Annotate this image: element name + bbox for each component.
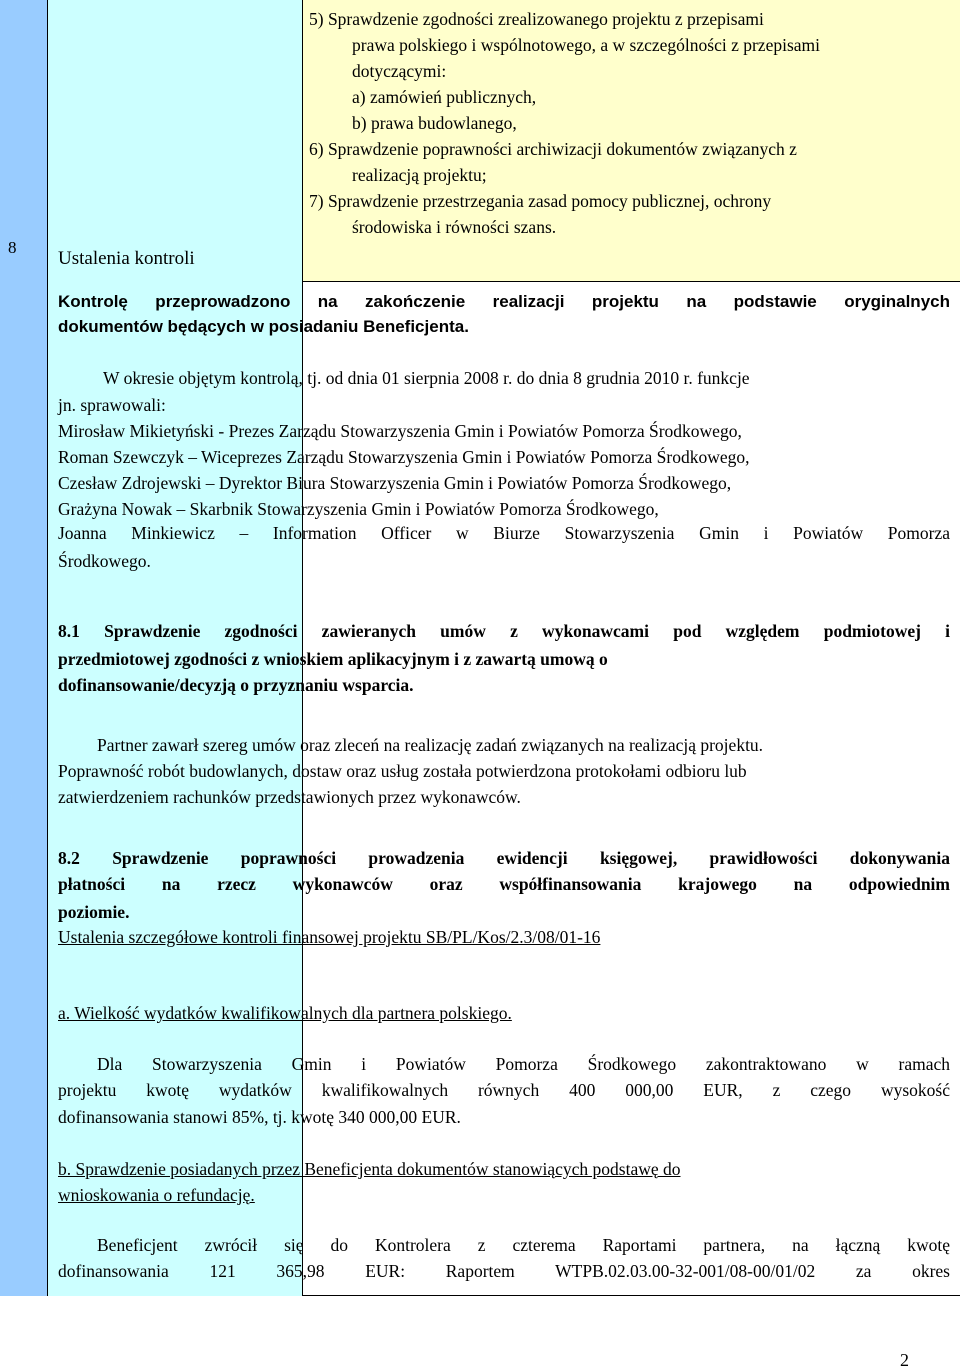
body-line: dofinansowania stanowi 85%, tj. kwotę 340 000,00 EUR. [58,1107,461,1127]
list-item: b) prawa budowlanego, [352,113,517,133]
page-number: 2 [900,1350,909,1370]
body-line: Beneficjent zwrócił się do Kontrolera z czterema Raportami partnera, na łączną kwotę [97,1235,950,1255]
list-item: dotyczącymi: [352,61,447,81]
body-line: Partner zawarł szereg umów oraz zleceń na realizację zadań związanych na realizacją projektu. [97,735,764,755]
person-entry: Czesław Zdrojewski – Dyrektor Biura Stowarzyszenia Gmin i Powiatów Pomorza Środkowego, [58,473,732,493]
list-item: 6) Sprawdzenie poprawności archiwizacji dokumentów związanych z [309,139,797,159]
list-item: a) zamówień publicznych, [352,87,537,107]
financial-findings-link[interactable]: Ustalenia szczegółowe kontroli finansowej projektu SB/PL/Kos/2.3/08/01-16 [58,927,601,947]
list-item: 7) Sprawdzenie przestrzegania zasad pomocy publicznej, ochrony [309,191,772,211]
section-heading: płatności na rzecz wykonawców oraz współfinansowania krajowego na odpowiednim [58,874,950,894]
body-line: dofinansowania 121 365,98 EUR: Raportem WTPB.02.03.00-32-001/08-00/01/02 za okres [58,1261,950,1281]
subsection-b-heading: b. Sprawdzenie posiadanych przez Beneficjenta dokumentów stanowiących podstawę do [58,1159,681,1179]
person-entry: Joanna Minkiewicz – Information Officer w Biurze Stowarzyszenia Gmin i Powiatów Pomorza [58,523,950,543]
section-heading: 8.1 Sprawdzenie zgodności zawieranych umów z wykonawcami pod względem podmiotowej i [58,621,950,641]
control-basis-line: Kontrolę przeprowadzono na zakończenie realizacji projektu na podstawie oryginalnych [58,292,950,311]
section-heading: poziomie. [58,902,130,922]
section-heading: dofinansowanie/decyzją o przyznaniu wsparcia. [58,675,414,695]
person-entry: Środkowego. [58,551,151,571]
person-entry: Grażyna Nowak – Skarbnik Stowarzyszenia Gmin i Powiatów Pomorza Środkowego, [58,499,659,519]
body-line: Poprawność robót budowlanych, dostaw oraz usług została potwierdzona protokołami odbioru lub [58,761,747,781]
body-line: zatwierdzeniem rachunków przedstawionych przez wykonawców. [58,787,521,807]
subsection-b-heading: wnioskowania o refundację. [58,1185,255,1205]
body-line: projektu kwotę wydatków kwalifikowalnych równych 400 000,00 EUR, z czego wysokość [58,1080,950,1100]
period-line: W okresie objętym kontrolą, tj. od dnia 01 sierpnia 2008 r. do dnia 8 grudnia 2010 r. funkcje [103,368,750,388]
control-basis-line: dokumentów będących w posiadaniu Beneficjenta. [58,317,469,336]
body-line: Dla Stowarzyszenia Gmin i Powiatów Pomorza Środkowego zakontraktowano w ramach [97,1054,950,1074]
row-label: Ustalenia kontroli [58,248,195,269]
row-number-cell [0,0,48,1296]
list-item: realizacją projektu; [352,165,487,185]
subsection-a-heading: a. Wielkość wydatków kwalifikowalnych dla partnera polskiego. [58,1003,512,1023]
person-entry: Roman Szewczyk – Wiceprezes Zarządu Stowarzyszenia Gmin i Powiatów Pomorza Środkowego, [58,447,750,467]
section-heading: przedmiotowej zgodności z wnioskiem aplikacyjnym i z zawartą umową o [58,649,608,669]
section-heading: 8.2 Sprawdzenie poprawności prowadzenia ewidencji księgowej, prawidłowości dokonywania [58,848,950,868]
person-entry: Mirosław Mikietyński - Prezes Zarządu Stowarzyszenia Gmin i Powiatów Pomorza Środkowego, [58,421,742,441]
list-item: środowiska i równości szans. [352,217,557,237]
list-item: 5) Sprawdzenie zgodności zrealizowanego projektu z przepisami [309,9,764,29]
period-line: jn. sprawowali: [58,395,166,415]
list-item: prawa polskiego i wspólnotowego, a w szczególności z przepisami [352,35,820,55]
row-number: 8 [8,238,17,257]
